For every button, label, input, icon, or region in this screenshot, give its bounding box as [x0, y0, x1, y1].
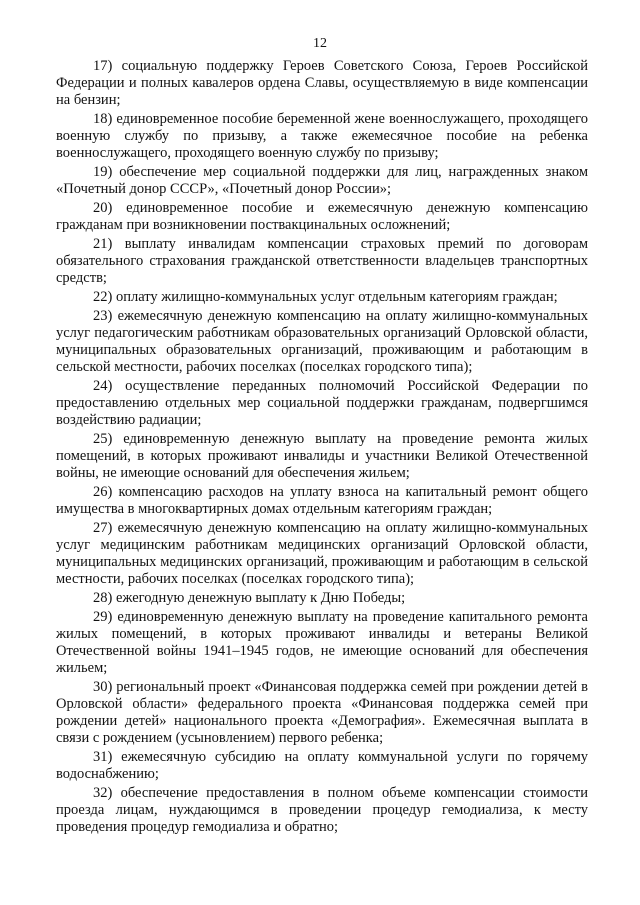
list-item-31: 31) ежемесячную субсидию на оплату коммунальной услуги по горячему водоснабжению;: [56, 749, 588, 782]
list-item-29: 29) единовременную денежную выплату на проведение капитального ремонта жилых помещений, в которых проживают инвалиды и ветераны Великой Отечественной войны 1941–1945 годов, не имеющие оснований для обеспечения жильем;: [56, 609, 588, 676]
document-body: [56, 58, 588, 838]
list-item-21: 21) выплату инвалидам компенсации страховых премий по договорам обязательного страхования гражданской ответственности владельцев транспортных средств;: [56, 236, 588, 286]
list-item-32: 32) обеспечение предоставления в полном объеме компенсации стоимости проезда лицам, нуждающимся в проведении процедур гемодиализа, к месту проведения процедур гемодиализа и обратно;: [56, 785, 588, 835]
list-item-25: 25) единовременную денежную выплату на проведение ремонта жилых помещений, в которых проживают инвалиды и участники Великой Отечественной войны, не имеющие оснований для обеспечения жильем;: [56, 431, 588, 481]
list-item-22: 22) оплату жилищно-коммунальных услуг отдельным категориям граждан;: [93, 289, 558, 305]
list-item-27: 27) ежемесячную денежную компенсацию на оплату жилищно-коммунальных услуг медицинским работникам медицинских организаций Орловской области, муниципальных медицинских организаций, проживающим и работающим в сельской местности, рабочих поселках (поселках городского типа);: [56, 520, 588, 587]
list-item-17: 17) социальную поддержку Героев Советского Союза, Героев Российской Федерации и полных кавалеров ордена Славы, осуществляемую в виде компенсации на бензин;: [56, 58, 588, 108]
list-item-24: 24) осуществление переданных полномочий Российской Федерации по предоставлению отдельных мер социальной поддержки гражданам, подвергшимся воздействию радиации;: [56, 378, 588, 428]
list-item-28: 28) ежегодную денежную выплату к Дню Победы;: [93, 590, 406, 606]
list-item-18: 18) единовременное пособие беременной жене военнослужащего, проходящего военную службу по призыву, а также ежемесячное пособие на ребенка военнослужащего, проходящего военную службу по призыву;: [56, 111, 588, 161]
list-item-20: 20) единовременное пособие и ежемесячную денежную компенсацию гражданам при возникновении поствакцинальных осложнений;: [56, 200, 588, 233]
list-item-26: 26) компенсацию расходов на уплату взноса на капитальный ремонт общего имущества в многоквартирных домах отдельным категориям граждан;: [56, 484, 588, 517]
list-item-19: 19) обеспечение мер социальной поддержки для лиц, награжденных знаком «Почетный донор СССР», «Почетный донор России»;: [56, 164, 588, 197]
page-number: 12: [313, 36, 327, 51]
list-item-23: 23) ежемесячную денежную компенсацию на оплату жилищно-коммунальных услуг педагогическим работникам образовательных организаций Орловской области, муниципальных образовательных организаций, проживающим и работающим в сельской местности, рабочих поселках (поселках городского типа);: [56, 308, 588, 375]
list-item-30: 30) региональный проект «Финансовая поддержка семей при рождении детей в Орловской области» федерального проекта «Финансовая поддержка семей при рождении детей» национального проекта «Демография». Ежемесячная выплата в связи с рождением (усыновлением) первого ребенка;: [56, 679, 588, 746]
